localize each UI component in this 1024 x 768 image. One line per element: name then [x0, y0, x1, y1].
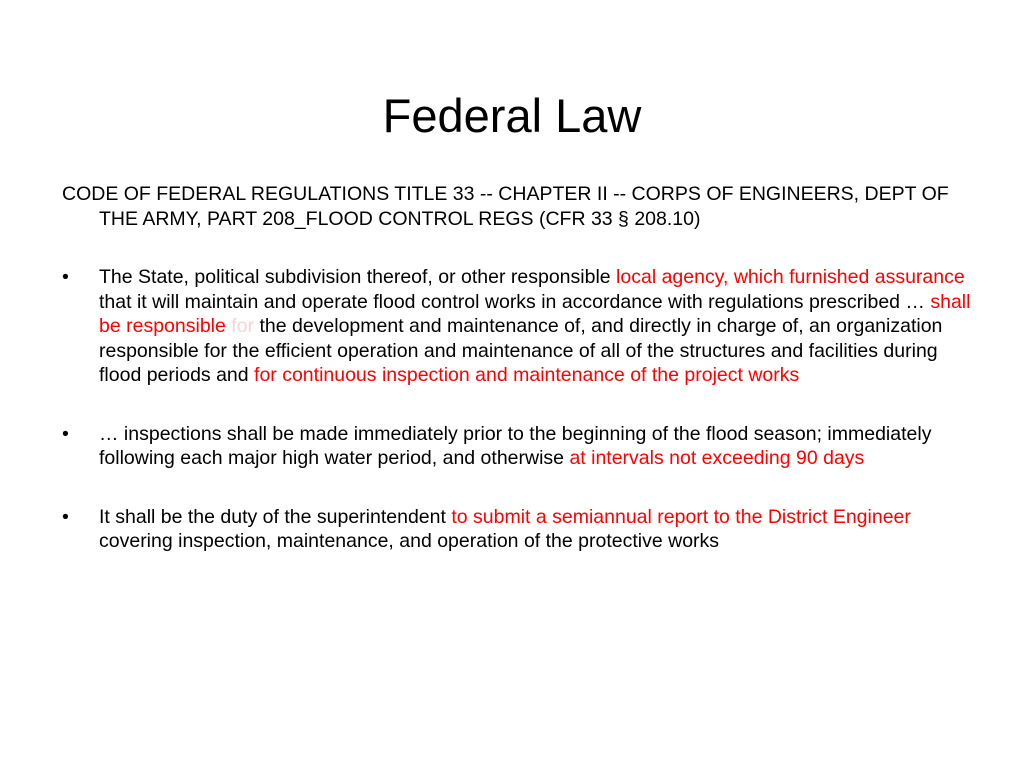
bullet-text-2 [99, 423, 931, 470]
bullet-item-3 [62, 505, 972, 554]
text-segment: The State, political subdivision thereof, or other responsible [99, 266, 617, 288]
text-segment: the development and maintenance of, and directly in charge of, an organization responsible for the efficient operation and maintenance of all of the structures and facilities during flood periods and [99, 315, 943, 386]
bullet-text-1 [99, 266, 970, 386]
highlight-segment: at intervals not exceeding 90 days [569, 447, 865, 469]
slide-title: Federal Law [382, 89, 642, 142]
bullet-marker: • [62, 266, 69, 288]
regulation-heading: CODE OF FEDERAL REGULATIONS TITLE 33 -- CHAPTER II -- CORPS OF ENGINEERS, DEPT OF THE ARMY, PART 208_FLOOD CONTROL REGS (CFR 33 § 208.10) [62, 183, 949, 230]
highlight-segment: for continuous inspection and maintenance of the project works [254, 364, 800, 386]
bullet-marker: • [62, 505, 69, 528]
text-segment: covering inspection, maintenance, and operation of the protective works [99, 530, 720, 552]
faint-segment: for [225, 315, 255, 337]
bullet-item-1 [62, 265, 972, 388]
highlight-segment: local agency, which furnished assurance [616, 266, 965, 288]
bullet-item-2 [62, 422, 972, 471]
highlight-segment: to submit a semiannual report to the District Engineer [451, 505, 911, 528]
bullet-text-3 [99, 506, 911, 553]
slide-body [62, 182, 972, 588]
highlight-segment: shall be responsible [99, 290, 971, 337]
bullet-marker: • [62, 422, 69, 445]
text-segment: that it will maintain and operate flood control works in accordance with regulations prescribed … [99, 290, 931, 313]
text-segment: … inspections shall be made immediately prior to the beginning of the flood season; immediately following each major high water period, and otherwise [99, 422, 932, 469]
text-segment: It shall be the duty of the superintendent [99, 505, 452, 528]
